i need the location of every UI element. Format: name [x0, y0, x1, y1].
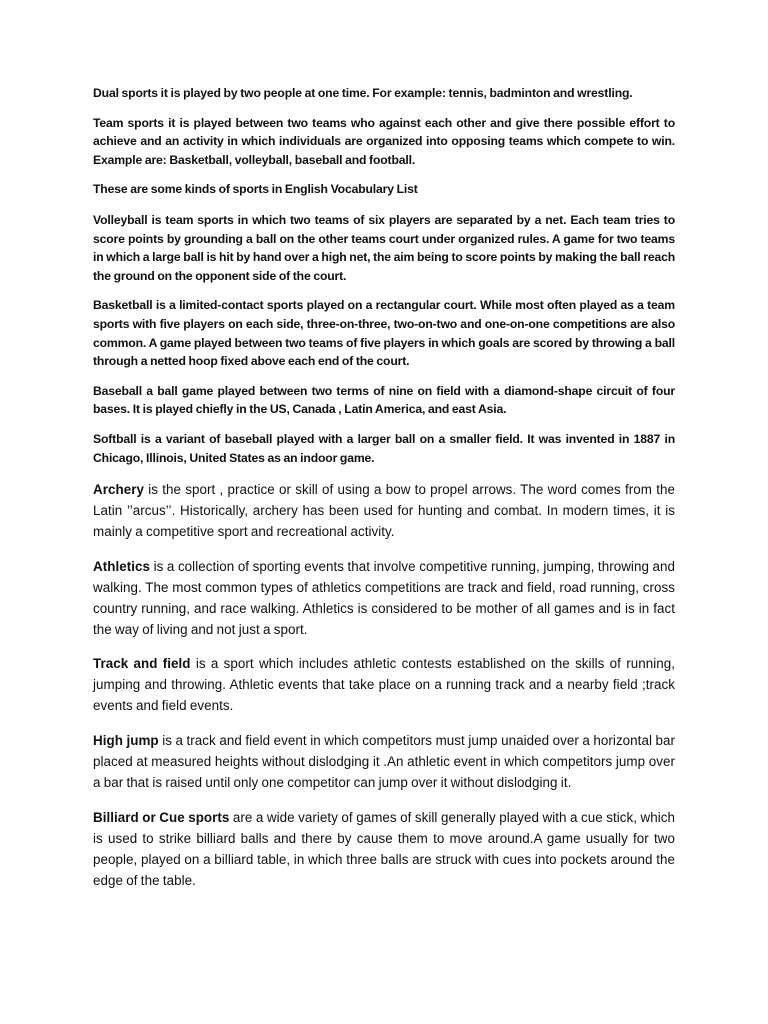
- paragraph-text: is a track and field event in which competitors must jump unaided over a horizontal bar placed at measured heights without dislodging it .An athletic event in which competitors jump over a bar that is raised until only one competitor can jump over it without dislodging it.: [93, 733, 676, 790]
- paragraph-team-sports: [93, 114, 675, 170]
- paragraph-text: Basketball is a limited-contact sports played on a rectangular court. While most often played as a team sports with five players on each side, three-on-three, two-on-two and one-on-one competitions are also common. A game played between two teams of five players in which goals are scored by throwing a ball through a netted hoop fixed above each end of the court.: [93, 298, 675, 369]
- term-billiard: Billiard or Cue sports: [93, 809, 230, 825]
- paragraph-text: Team sports it is played between two teams who against each other and give there possible effort to achieve and an activity in which individuals are organized into opposing teams which compete to win. Example are:: [93, 115, 675, 167]
- term-high-jump: High jump: [93, 733, 159, 749]
- paragraph-text: Baseball a ball game played between two terms of nine on field with a diamond-shape circuit of four bases. It is played chiefly in the US, Canada , Latin America, and east Asia.: [93, 383, 675, 417]
- paragraph-high-jump: [93, 731, 675, 794]
- paragraph-text: is the sport , practice or skill of using a bow to propel arrows. The word comes from the Latin ’’arcus’’. Historically, archery has been used for hunting and combat. In modern times, it is mainly a competitive sport and recreational activity.: [93, 482, 675, 539]
- document-page: [93, 84, 675, 892]
- paragraph-baseball: [93, 382, 675, 419]
- term-archery: Archery: [93, 482, 144, 498]
- term-track-and-field: Track and field: [93, 656, 191, 672]
- paragraph-text: is a sport which includes athletic contests established on the skills of running, jumping and throwing. Athletic events that take place on a running track and a nearby field ;track events and field events.: [93, 656, 675, 714]
- paragraph-text: is a collection of sporting events that involve competitive running, jumping, throwing and walking. The most common types of athletics competitions are track and field, road running, cross country running, and race walking. Athletics is considered to be mother of all games and is in fact the way of living and not just a sport.: [93, 558, 675, 637]
- paragraph-archery: [93, 480, 675, 543]
- paragraph-softball: [93, 430, 675, 467]
- paragraph-text: Softball is a variant of baseball played with a larger ball on a smaller field. It was invented in 1887 in Chicago, Illinois, United States as an indoor game.: [93, 431, 675, 465]
- paragraph-kinds-of-sports: [93, 180, 675, 199]
- paragraph-text: These are some kinds of sports in English Vocabulary List: [93, 182, 418, 197]
- paragraph-track-and-field: [93, 654, 675, 717]
- paragraph-volleyball: [93, 211, 675, 285]
- paragraph-text: Dual sports it is played by two people at one time. For example: tennis, badminton and wrestling.: [93, 86, 633, 100]
- paragraph-dual-sports: [93, 84, 675, 103]
- paragraph-basketball: [93, 296, 675, 370]
- team-sports-examples: Basketball, volleyball, baseball and football.: [169, 152, 416, 167]
- paragraph-text: Volleyball is team sports in which two teams of six players are separated by a net. Each team tries to score points by grounding a ball on the other teams court under organized rules. A game for two teams in which a large ball is hit by hand over a high net, the aim being to score points by making the ball reach the ground on the opponent side of the court.: [93, 212, 675, 283]
- paragraph-athletics: [93, 557, 675, 641]
- paragraph-text: are a wide variety of games of skill generally played with a cue stick, which is used to strike billiard balls and there by cause them to move around.A game usually for two people, played on a billiard table, in which three balls are struck with cues into pockets around the edge of the table.: [93, 809, 675, 888]
- term-athletics: Athletics: [93, 558, 151, 574]
- paragraph-billiard: [93, 808, 675, 892]
